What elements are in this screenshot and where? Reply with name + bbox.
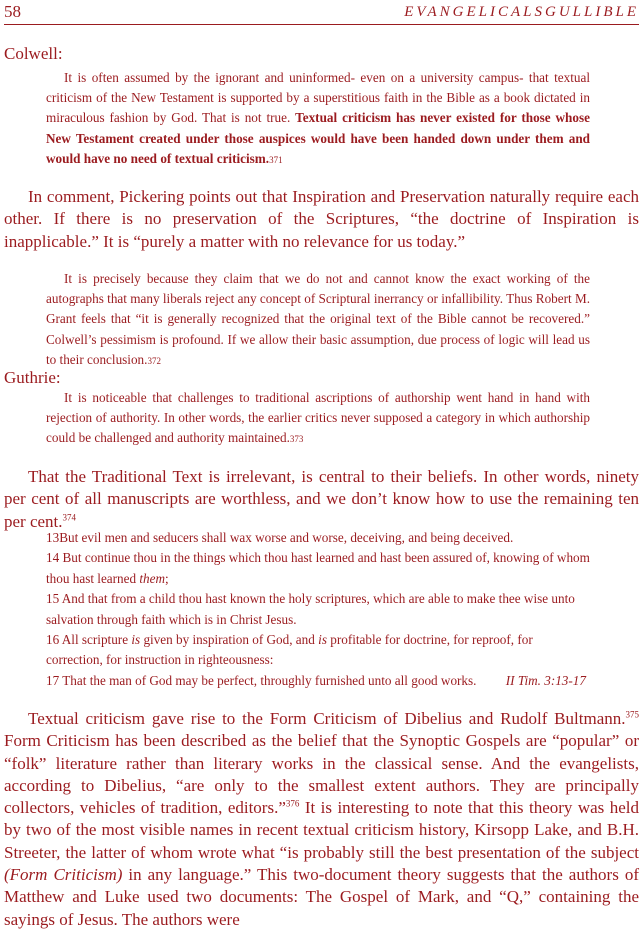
- tradition-paragraph: That the Traditional Text is irrelevant, is central to their beliefs. In other words, ninety per cent of all manuscripts are worthless, and we don’t know how to use the remaining ten per cent.$^{374}$: [4, 467, 639, 531]
- colwell-quote-bold: Textual criticism has never existed for those whose New Testament created under those auspices would have been handed down under them and would have no need of textual criticism.: [46, 110, 590, 166]
- verse-16: 16 All scripture is given by inspiration of God, and is profitable for doctrine, for reproof, for correction, for instruction in righteousness:: [46, 632, 533, 668]
- guthrie-label: Guthrie:: [4, 368, 61, 387]
- verse-13: 13But evil men and seducers shall wax worse and worse, deceiving, and being deceived.: [46, 530, 514, 545]
- footnote-375: 375: [625, 709, 639, 720]
- comment-paragraph: In comment, Pickering points out that Inspiration and Preservation naturally require each other. If there is no preservation of the Scriptures, “the doctrine of Inspiration is inapplicable.” It is “purely a matter with no relevance for us today.”: [4, 187, 639, 251]
- page-header: [4, 2, 639, 24]
- grant-quote: It is precisely because they claim that we do not and cannot know the exact working of the autographs that many liberals reject any concept of Scriptural inerrancy or infallibility. Thus Robert M. Grant feels that “it is generally recognized that the original text of the Bible cannot be recovered.” Colwell’s pessimism is profound. If we allow their basic assumption, due process of logic will lead us to their conclusion.372: [46, 271, 590, 367]
- footnote-376: 376: [285, 798, 300, 809]
- page-number: 58: [4, 2, 21, 21]
- footnote-373: 373: [289, 434, 304, 445]
- scripture-reference: II Tim. 3:13-17: [505, 672, 586, 688]
- footnote-372: 372: [147, 355, 161, 366]
- footnote-374: 374: [62, 511, 77, 522]
- footnote-371: 371: [269, 154, 283, 165]
- scripture-verses: [46, 528, 590, 691]
- running-title: EVANGELICALSGULLIBLE: [404, 4, 639, 20]
- verse-17: 17 That the man of God may be perfect, throughly furnished unto all good works. II Tim. 3:13-17: [46, 671, 590, 691]
- colwell-label: Colwell:: [4, 44, 63, 63]
- colwell-quote: It is often assumed by the ignorant and uninformed- even on a university campus- that textual criticism of the New Testament is supported by a superstitious faith in the Bible as a book dictated in miraculous fashion by God. That is not true. Textual criticism has never existed for those whose New Testament created under those auspices would have been handed down under them and would have no need of textual criticism.371: [46, 70, 590, 166]
- form-criticism-paragraph: Textual criticism gave rise to the Form Criticism of Dibelius and Rudolf Bultmann.$^{375}$ Form Criticism has been described as the belief that the Synoptic Gospels are “popular” or “folk” literature rather than literary works in the classical sense. And the evangelists, according to Dibelius, “are only to the smallest extent authors. They are principally collectors, vehicles of tradition, editors.”$^{376}$ It is interesting to note that this theory was held by two of the most visible names in recent textual criticism history, Kirsopp Lake, and B.H. Streeter, the latter of whom wrote what “is probably still the best presentation of the subject (Form Criticism) in any language.” This two-document theory suggests that the authors of Matthew and Luke used two documents: The Gospel of Mark, and “Q,” containing the sayings of Jesus. The authors were: [4, 709, 639, 929]
- verse-15: 15 And that from a child thou hast known the holy scriptures, which are able to make thee wise unto salvation through faith which is in Christ Jesus.: [46, 591, 575, 627]
- guthrie-quote: It is noticeable that challenges to traditional ascriptions of authorship went hand in hand with rejection of authority. In other words, the earlier critics never supposed a category in which authorship could be challenged and authority maintained.373: [46, 390, 590, 446]
- verse-14: 14 But continue thou in the things which thou hast learned and hast been assured of, knowing of whom thou hast learned them;: [46, 550, 590, 586]
- header-rule: [4, 24, 639, 25]
